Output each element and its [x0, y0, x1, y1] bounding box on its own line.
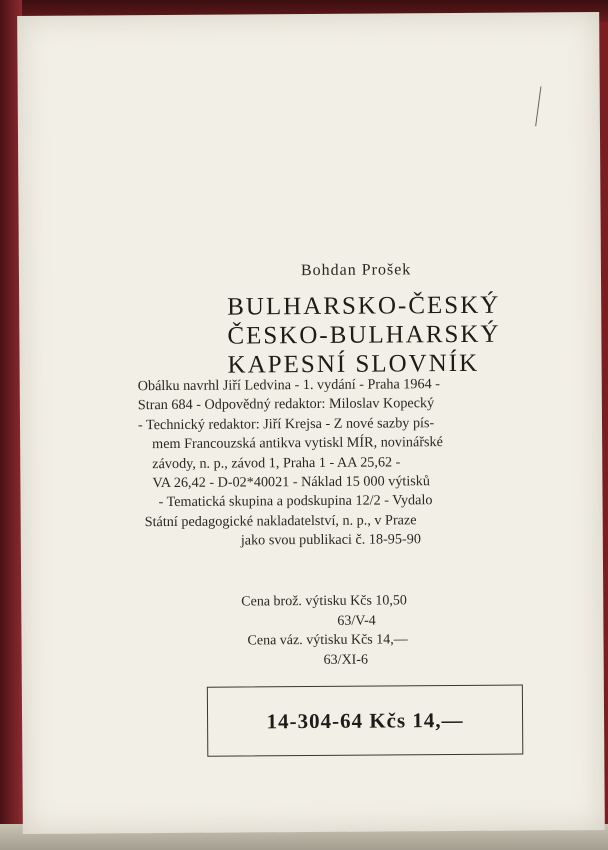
book-title [227, 291, 501, 380]
imprint-line: VA 26,42 - D-02*40021 - Náklad 15 000 výtisků [152, 473, 431, 492]
imprint-line: závody, n. p., závod 1, Praha 1 - AA 25,62 - [152, 454, 401, 472]
imprint-line: jako svou publikaci č. 18-95-90 [240, 531, 421, 549]
price-code-box [207, 685, 523, 757]
pencil-mark [535, 87, 541, 127]
price-hardcover-code: 63/XI-6 [323, 652, 369, 668]
title-line-1: BULHARSKO-ČESKÝ [227, 291, 501, 321]
imprint-line: Státní pedagogické nakladatelství, n. p., v Praze [144, 512, 417, 531]
price-code-text: 14-304-64 Kčs 14,— [266, 707, 464, 733]
title-line-2: ČESKO-BULHARSKÝ [227, 320, 501, 350]
title-page [17, 12, 605, 834]
imprint-block [138, 374, 601, 552]
imprint-line: - Technický redaktor: Jiří Krejsa - Z nové sazby pís- [137, 414, 435, 434]
price-block [241, 591, 502, 671]
imprint-line: Stran 684 - Odpovědný redaktor: Miloslav Kopecký [137, 395, 435, 414]
imprint-line: Obálku navrhl Jiří Ledvina - 1. vydání - Praha 1964 - [137, 376, 440, 395]
price-paperback-code: 63/V-4 [337, 613, 376, 629]
price-hardcover: Cena váz. výtisku Kčs 14,— [247, 632, 408, 649]
title-line-3: KAPESNÍ SLOVNÍK [227, 349, 480, 379]
author-name: Bohdan Prošek [300, 261, 412, 280]
imprint-line: - Tematická skupina a podskupina 12/2 - Vydalo [158, 492, 433, 511]
price-paperback: Cena brož. výtisku Kčs 10,50 [241, 593, 407, 610]
imprint-line: mem Francouzská antikva vytiskl MÍR, novinářské [152, 434, 443, 453]
